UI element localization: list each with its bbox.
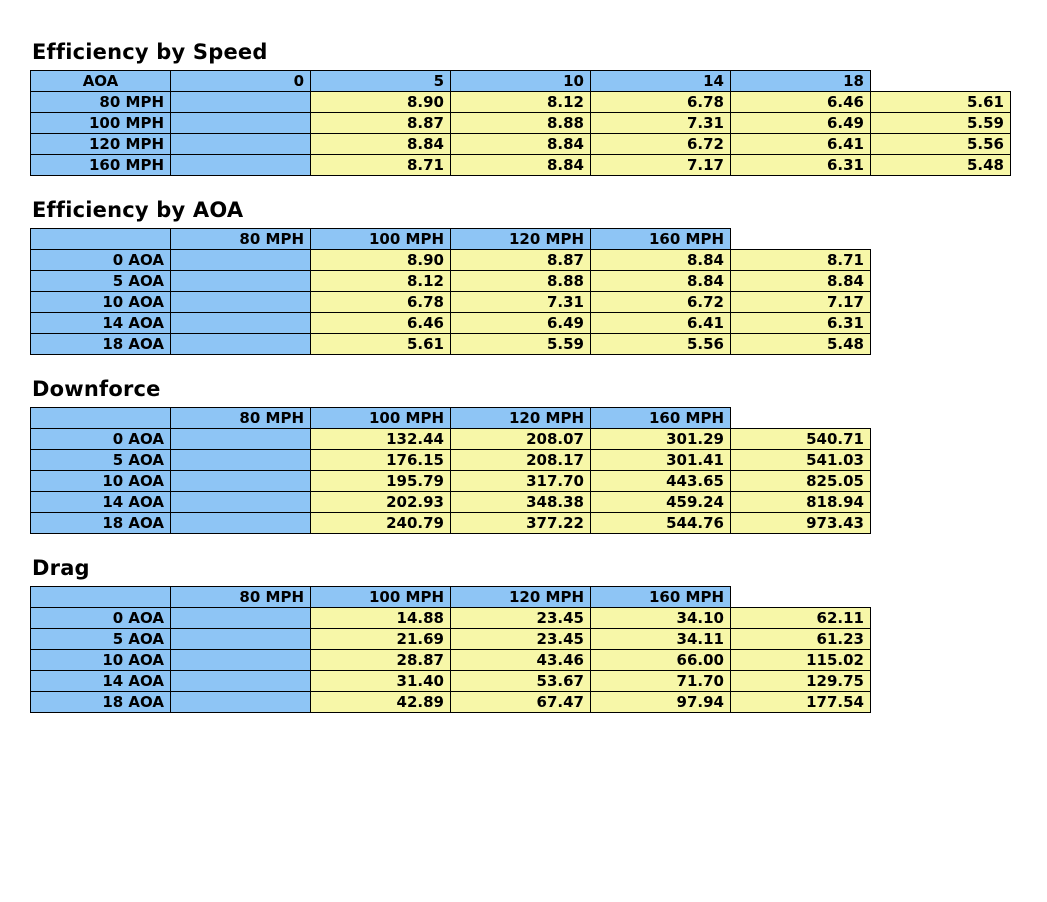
row-header: 0 AOA: [31, 250, 171, 271]
data-cell: 8.71: [731, 250, 871, 271]
data-cell: 62.11: [731, 608, 871, 629]
data-cell: 8.12: [451, 92, 591, 113]
column-header: 5: [311, 71, 451, 92]
row-header: 0 AOA: [31, 608, 171, 629]
data-cell: 459.24: [591, 492, 731, 513]
spacer-cell: [171, 292, 311, 313]
data-cell: 301.29: [591, 429, 731, 450]
section-title: Downforce: [32, 377, 161, 401]
spacer-cell: [171, 450, 311, 471]
table-row: [31, 513, 871, 534]
data-cell: 6.78: [591, 92, 731, 113]
row-header: 0 AOA: [31, 429, 171, 450]
data-cell: 5.48: [731, 334, 871, 355]
spacer-cell: [171, 671, 311, 692]
corner-header: [31, 229, 171, 250]
data-cell: 14.88: [311, 608, 451, 629]
spacer-cell: [171, 608, 311, 629]
section-drag: [30, 556, 1047, 713]
table-row: [31, 313, 871, 334]
table-row: [31, 155, 1011, 176]
row-header: 5 AOA: [31, 629, 171, 650]
table-row: [31, 250, 871, 271]
table-row: [31, 334, 871, 355]
row-header: 18 AOA: [31, 513, 171, 534]
spacer-cell: [171, 92, 311, 113]
data-cell: 66.00: [591, 650, 731, 671]
data-cell: 6.41: [591, 313, 731, 334]
row-header: 5 AOA: [31, 271, 171, 292]
column-header: 100 MPH: [311, 229, 451, 250]
data-cell: 5.48: [871, 155, 1011, 176]
data-cell: 67.47: [451, 692, 591, 713]
data-cell: 301.41: [591, 450, 731, 471]
table-downforce: [30, 407, 871, 534]
column-header: 0: [171, 71, 311, 92]
row-header: 10 AOA: [31, 292, 171, 313]
table-row: [31, 450, 871, 471]
data-cell: 202.93: [311, 492, 451, 513]
spacer-cell: [171, 334, 311, 355]
data-cell: 8.12: [311, 271, 451, 292]
data-cell: 6.78: [311, 292, 451, 313]
data-cell: 6.49: [451, 313, 591, 334]
data-cell: 8.84: [591, 250, 731, 271]
row-header: 14 AOA: [31, 313, 171, 334]
row-header: 18 AOA: [31, 334, 171, 355]
data-cell: 818.94: [731, 492, 871, 513]
data-cell: 5.56: [591, 334, 731, 355]
data-cell: 8.84: [591, 271, 731, 292]
row-header: 10 AOA: [31, 650, 171, 671]
data-cell: 8.90: [311, 250, 451, 271]
column-header: 120 MPH: [451, 587, 591, 608]
data-cell: 6.31: [731, 155, 871, 176]
row-header: 100 MPH: [31, 113, 171, 134]
data-cell: 23.45: [451, 608, 591, 629]
section-efficiency-by-aoa: [30, 198, 1047, 355]
data-cell: 6.49: [731, 113, 871, 134]
table-efficiency-by-speed: [30, 70, 1011, 176]
column-header: 18: [731, 71, 871, 92]
row-header: 160 MPH: [31, 155, 171, 176]
spacer-cell: [171, 471, 311, 492]
data-cell: 6.41: [731, 134, 871, 155]
table-row: [31, 629, 871, 650]
data-cell: 348.38: [451, 492, 591, 513]
data-cell: 195.79: [311, 471, 451, 492]
table-row: [31, 92, 1011, 113]
data-cell: 176.15: [311, 450, 451, 471]
data-cell: 544.76: [591, 513, 731, 534]
data-cell: 6.46: [311, 313, 451, 334]
column-header: 120 MPH: [451, 229, 591, 250]
data-cell: 825.05: [731, 471, 871, 492]
data-cell: 115.02: [731, 650, 871, 671]
data-cell: 5.61: [871, 92, 1011, 113]
spacer-cell: [171, 492, 311, 513]
data-cell: 5.59: [451, 334, 591, 355]
corner-header: [31, 587, 171, 608]
data-cell: 208.17: [451, 450, 591, 471]
table-row: [31, 692, 871, 713]
data-cell: 8.84: [451, 134, 591, 155]
data-cell: 31.40: [311, 671, 451, 692]
table-row: [31, 671, 871, 692]
data-cell: 8.87: [451, 250, 591, 271]
column-header: 80 MPH: [171, 408, 311, 429]
row-header: 120 MPH: [31, 134, 171, 155]
data-cell: 97.94: [591, 692, 731, 713]
spacer-cell: [171, 271, 311, 292]
column-header: 100 MPH: [311, 408, 451, 429]
data-cell: 7.31: [451, 292, 591, 313]
data-cell: 240.79: [311, 513, 451, 534]
data-cell: 5.59: [871, 113, 1011, 134]
data-cell: 7.17: [591, 155, 731, 176]
data-cell: 377.22: [451, 513, 591, 534]
column-header: 14: [591, 71, 731, 92]
row-header: 14 AOA: [31, 671, 171, 692]
table-header-row: [31, 587, 871, 608]
table-row: [31, 429, 871, 450]
data-cell: 5.61: [311, 334, 451, 355]
section-downforce: [30, 377, 1047, 534]
table-row: [31, 134, 1011, 155]
section-title: Efficiency by Speed: [32, 40, 268, 64]
data-cell: 34.10: [591, 608, 731, 629]
data-cell: 8.84: [451, 155, 591, 176]
data-cell: 6.31: [731, 313, 871, 334]
data-cell: 8.71: [311, 155, 451, 176]
data-cell: 8.87: [311, 113, 451, 134]
table-row: [31, 271, 871, 292]
column-header: 80 MPH: [171, 587, 311, 608]
data-cell: 177.54: [731, 692, 871, 713]
data-cell: 28.87: [311, 650, 451, 671]
data-cell: 443.65: [591, 471, 731, 492]
data-cell: 8.88: [451, 113, 591, 134]
spacer-cell: [171, 250, 311, 271]
column-header: 10: [451, 71, 591, 92]
spacer-cell: [171, 313, 311, 334]
data-cell: 43.46: [451, 650, 591, 671]
column-header: 160 MPH: [591, 587, 731, 608]
table-row: [31, 650, 871, 671]
section-title: Efficiency by AOA: [32, 198, 244, 222]
data-cell: 6.46: [731, 92, 871, 113]
row-header: 5 AOA: [31, 450, 171, 471]
spacer-cell: [171, 513, 311, 534]
spacer-cell: [171, 692, 311, 713]
table-row: [31, 471, 871, 492]
spacer-cell: [171, 650, 311, 671]
data-cell: 6.72: [591, 292, 731, 313]
column-header: 160 MPH: [591, 408, 731, 429]
table-row: [31, 608, 871, 629]
row-header: 10 AOA: [31, 471, 171, 492]
table-header-row: [31, 229, 871, 250]
data-cell: 8.90: [311, 92, 451, 113]
data-cell: 34.11: [591, 629, 731, 650]
table-row: [31, 292, 871, 313]
spacer-cell: [171, 113, 311, 134]
data-cell: 8.88: [451, 271, 591, 292]
data-cell: 317.70: [451, 471, 591, 492]
row-header: 80 MPH: [31, 92, 171, 113]
data-cell: 129.75: [731, 671, 871, 692]
data-cell: 8.84: [731, 271, 871, 292]
table-row: [31, 113, 1011, 134]
table-header-row: [31, 408, 871, 429]
table-drag: [30, 586, 871, 713]
row-header: 14 AOA: [31, 492, 171, 513]
column-header: 100 MPH: [311, 587, 451, 608]
corner-header: [31, 408, 171, 429]
section-title: Drag: [32, 556, 90, 580]
column-header: 120 MPH: [451, 408, 591, 429]
data-cell: 6.72: [591, 134, 731, 155]
table-row: [31, 492, 871, 513]
section-efficiency-by-speed: [30, 40, 1047, 176]
data-cell: 541.03: [731, 450, 871, 471]
column-header: 160 MPH: [591, 229, 731, 250]
data-cell: 208.07: [451, 429, 591, 450]
spacer-cell: [171, 629, 311, 650]
row-header: 18 AOA: [31, 692, 171, 713]
column-header: 80 MPH: [171, 229, 311, 250]
spacer-cell: [171, 134, 311, 155]
data-cell: 8.84: [311, 134, 451, 155]
data-cell: 53.67: [451, 671, 591, 692]
data-cell: 7.17: [731, 292, 871, 313]
data-cell: 7.31: [591, 113, 731, 134]
table-efficiency-by-aoa: [30, 228, 871, 355]
table-header-row: [31, 71, 1011, 92]
corner-header: AOA: [31, 71, 171, 92]
data-cell: 71.70: [591, 671, 731, 692]
data-cell: 23.45: [451, 629, 591, 650]
data-cell: 61.23: [731, 629, 871, 650]
spacer-cell: [171, 429, 311, 450]
data-cell: 21.69: [311, 629, 451, 650]
spacer-cell: [171, 155, 311, 176]
data-cell: 973.43: [731, 513, 871, 534]
data-cell: 132.44: [311, 429, 451, 450]
data-cell: 5.56: [871, 134, 1011, 155]
data-cell: 540.71: [731, 429, 871, 450]
data-cell: 42.89: [311, 692, 451, 713]
